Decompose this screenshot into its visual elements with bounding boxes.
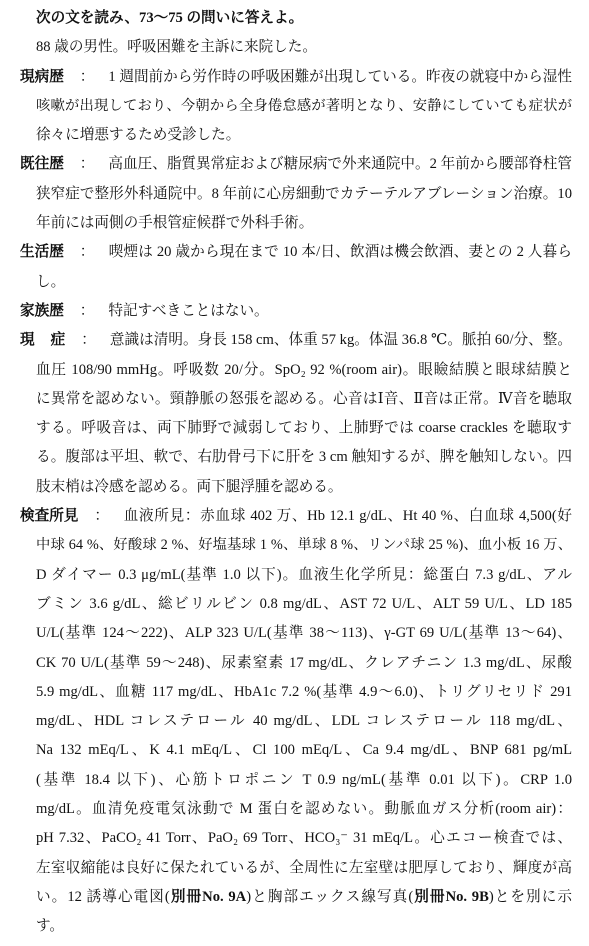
case-intro: 88 歳の男性。呼吸困難を主訴に来院した。 — [36, 39, 317, 56]
text-segment: 血液所見：赤血球 402 万、Hb 12.1 g/dL、Ht 40 %、白血球 4,500(好 — [123, 508, 572, 525]
text-segment: 高血圧、脂質異常症および糖尿病で外来通院中。2 年前から腰部脊柱管 — [108, 156, 572, 173]
question-instruction: 次の文を読み、73～75 の問いに答えよ。 — [36, 10, 304, 26]
text-line: pH 7.32、PaCO₂ 41 Torr、PaO₂ 69 Torr、HCO₃⁻ 31 mEq/L。心エコー検査では、 — [36, 830, 572, 847]
social-history-line — [20, 238, 572, 267]
supplement-reference-9a: 別冊No. 9A — [169, 888, 247, 905]
text-segment: い。12 誘導心電図( — [36, 888, 170, 905]
text-line: する。呼吸音は、両下肺野で減弱しており、上肺野では coarse crackles を聴取す — [36, 420, 572, 437]
text-line: mg/dL、HDL コレステロール 40 mg/dL、LDL コレステロール 118 mg/dL、 — [36, 713, 572, 730]
text-line: 血圧 108/90 mmHg。呼吸数 20/分。SpO₂ 92 %(room air)。眼瞼結膜と眼球結膜と — [36, 361, 572, 378]
text-segment: )と胸部エックス線写真( — [246, 888, 414, 905]
text-line: 徐々に増悪するため受診した。 — [36, 127, 241, 144]
supplement-reference-9b: 別冊No. 9B — [413, 888, 489, 905]
text-line: Na 132 mEq/L、K 4.1 mEq/L、Cl 100 mEq/L、Ca 9.4 mg/dL、BNP 681 pg/mL — [36, 742, 572, 759]
label-colon: ： — [79, 244, 95, 261]
test-findings-line — [20, 502, 572, 531]
label-colon: ： — [81, 332, 96, 349]
text-line — [36, 883, 572, 912]
section-label-social-history: 生活歴 — [20, 244, 64, 261]
label-colon: ： — [79, 156, 95, 173]
section-label-test-findings: 検査所見 — [20, 508, 79, 525]
label-colon: ： — [94, 508, 109, 525]
text-line: 左室収縮能は良好に保たれているが、全周性に左室壁は肥厚しており、輝度が高 — [36, 859, 572, 876]
section-label-past-history: 既往歴 — [20, 156, 64, 173]
text-segment: 喫煙は 20 歳から現在まで 10 本/日、飲酒は機会飲酒、妻との 2 人暮ら — [108, 244, 572, 261]
section-label-physical-findings: 現 症 — [20, 332, 66, 349]
present-illness-line — [20, 63, 572, 92]
text-line: 年前には両側の手根管症候群で外科手術。 — [36, 215, 314, 232]
text-line: 5.9 mg/dL、血糖 117 mg/dL、HbA1c 7.2 %(基準 4.9～6.0)、トリグリセリド 291 — [36, 683, 572, 700]
text-segment: 特記すべきことはない。 — [108, 302, 269, 319]
text-line: 咳嗽が出現しており、今朝から全身倦怠感が著明となり、安静にしていても症状が — [36, 97, 572, 114]
text-line: 狭窄症で整形外科通院中。8 年前に心房細動でカテーテルアブレーション治療。10 — [36, 185, 572, 202]
physical-findings-line — [20, 326, 572, 355]
section-label-family-history: 家族歴 — [20, 302, 64, 319]
text-line: す。 — [36, 918, 65, 935]
family-history-line — [20, 297, 572, 326]
text-line: U/L(基準 124～222)、ALP 323 U/L(基準 38～113)、γ-GT 69 U/L(基準 13～64)、 — [36, 625, 572, 642]
text-segment: )とを別に示 — [488, 888, 572, 905]
section-label-present-illness: 現病歴 — [20, 68, 64, 85]
text-line: D ダイマー 0.3 μg/mL(基準 1.0 以下)。血液生化学所見：総蛋白 7.3 g/dL、アル — [36, 566, 572, 583]
text-line: 肢末梢は冷感を認める。両下腿浮腫を認める。 — [36, 478, 343, 495]
text-segment: 1 週間前から労作時の呼吸困難が出現している。昨夜の就寝中から湿性 — [108, 68, 572, 85]
label-colon: ： — [79, 68, 95, 85]
text-line: る。腹部は平坦、軟で、右肋骨弓下に肝を 3 cm 触知するが、脾を触知しない。四 — [36, 449, 572, 466]
label-colon: ： — [79, 302, 95, 319]
past-history-line — [20, 150, 572, 179]
text-segment: 意識は清明。身長 158 cm、体重 57 kg。体温 36.8 ℃。脈拍 60/分、整。 — [109, 332, 572, 349]
text-line: 中球 64 %、好酸球 2 %、好塩基球 1 %、単球 8 %、リンパ球 25 %)、血小板 16 万、 — [36, 537, 572, 554]
text-line: ブミン 3.6 g/dL、総ビリルビン 0.8 mg/dL、AST 72 U/L、ALT 59 U/L、LD 185 — [36, 595, 572, 612]
text-line: CK 70 U/L(基準 59～248)、尿素窒素 17 mg/dL、クレアチニン 1.3 mg/dL、尿酸 — [36, 654, 572, 671]
text-line: mg/dL。血清免疫電気泳動で M 蛋白を認めない。動脈血ガス分析(room air)： — [36, 801, 572, 818]
text-line: (基準 18.4 以下)、心筋トロポニン T 0.9 ng/mL(基準 0.01 以下)。CRP 1.0 — [36, 771, 572, 788]
text-line: に異常を認めない。頸静脈の怒張を認める。心音はⅠ音、Ⅱ音は正常。Ⅳ音を聴取 — [36, 390, 572, 407]
text-line: し。 — [36, 273, 66, 290]
